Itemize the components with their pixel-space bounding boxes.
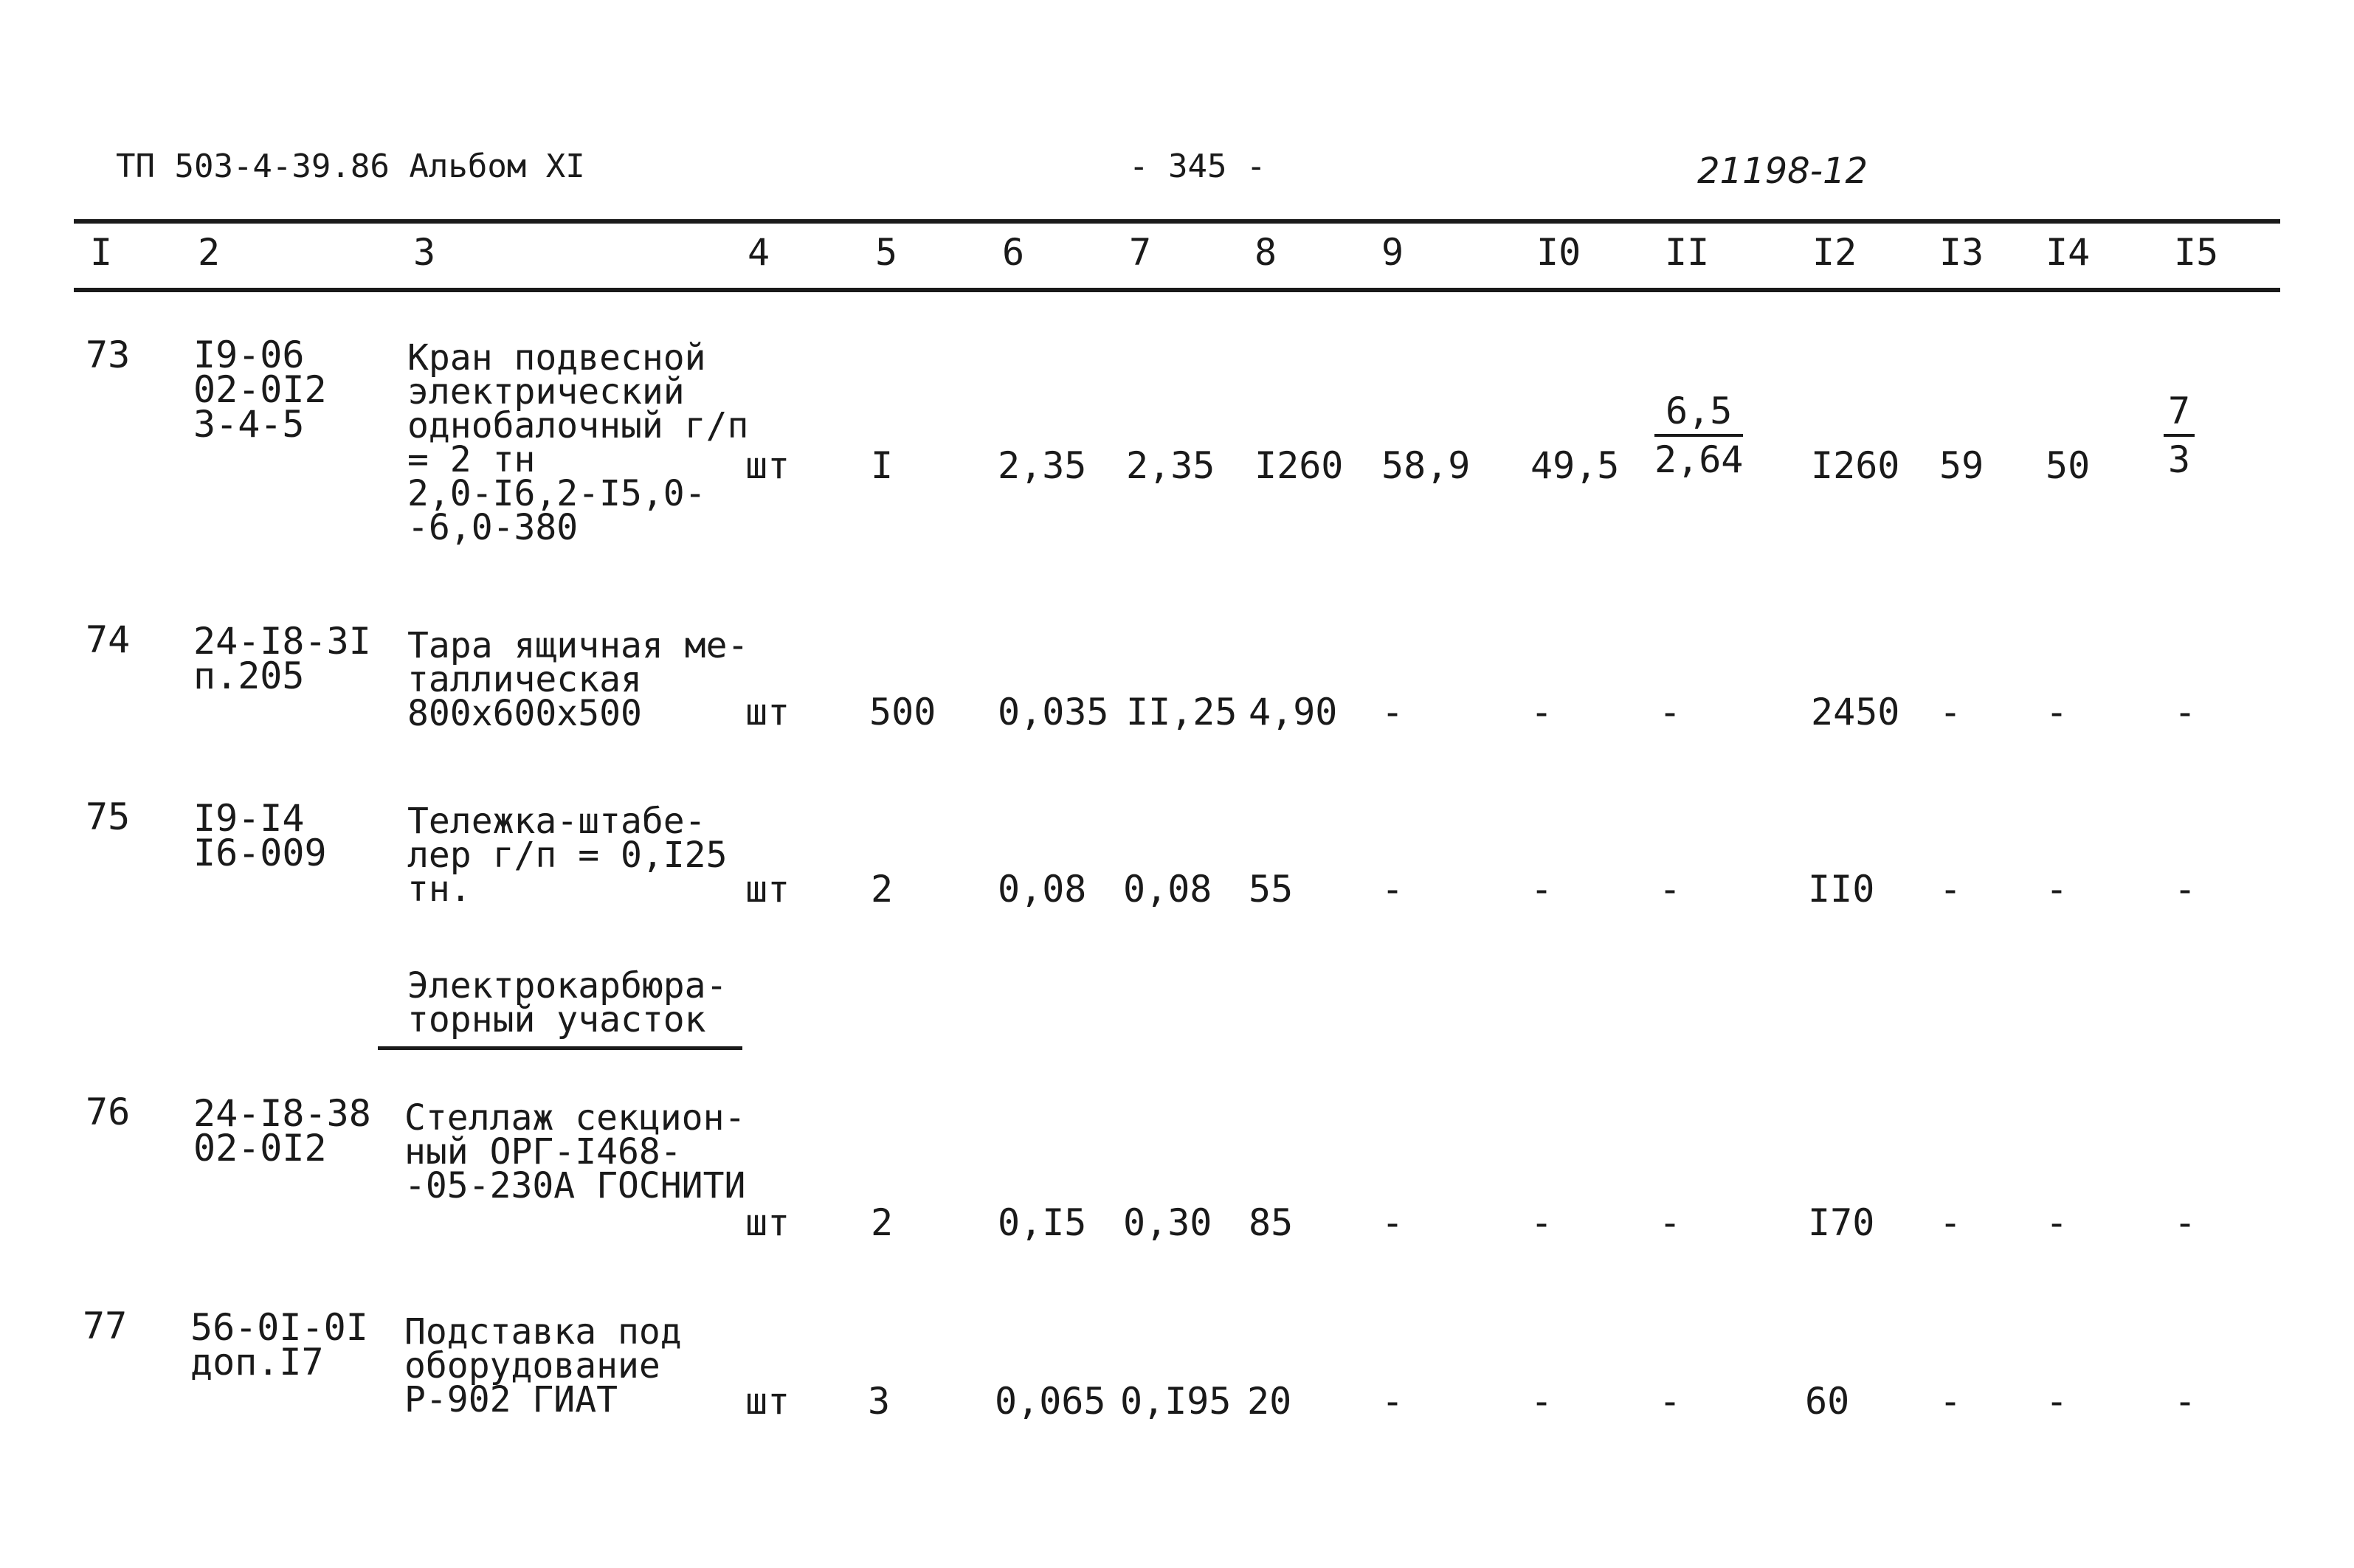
row-number: 77 xyxy=(83,1305,128,1347)
row-col-6: 0,08 xyxy=(998,868,1087,911)
row-col-10: - xyxy=(1530,1380,1553,1423)
column-header-13: I3 xyxy=(1939,231,1984,274)
column-header-3: 3 xyxy=(413,231,436,274)
row-unit: шт xyxy=(745,691,790,733)
row-number: 73 xyxy=(86,334,131,376)
row-col-9: - xyxy=(1381,868,1404,911)
column-header-4: 4 xyxy=(748,231,770,274)
row-item-name: Подставка под оборудование Р-902 ГИАТ xyxy=(404,1311,682,1420)
row-code: 24-I8-3I п.205 xyxy=(193,620,371,697)
row-col-11: - xyxy=(1659,1380,1682,1423)
row-col-9: 58,9 xyxy=(1381,444,1471,487)
row-col-13: - xyxy=(1939,1201,1962,1244)
row-col-11: - xyxy=(1659,691,1682,733)
column-header-6: 6 xyxy=(1002,231,1025,274)
row-item-name: Тара ящичная ме- таллическая 800х600х500 xyxy=(407,625,749,734)
row-item-name: Кран подвесной электрический однобалочный г/п = 2 тн 2,0-I6,2-I5,0- -6,0-380 xyxy=(407,337,749,548)
row-col-11-fraction xyxy=(1654,390,1743,481)
section-heading: Электрокарбюра- торный участок xyxy=(407,965,728,1040)
row-col-8: 20 xyxy=(1247,1380,1292,1423)
document-code: ТП 503-4-39.86 Альбом XI xyxy=(116,148,585,185)
row-quantity: 2 xyxy=(871,868,894,911)
row-quantity: 500 xyxy=(869,691,936,733)
row-col-10: - xyxy=(1530,868,1553,911)
fraction-numerator: 6,5 xyxy=(1654,390,1743,437)
page-number: - 345 - xyxy=(1129,148,1266,185)
row-code: 56-0I-0I доп.I7 xyxy=(190,1306,368,1384)
row-col-12: II0 xyxy=(1808,868,1875,911)
row-code: I9-I4 I6-009 xyxy=(193,797,327,874)
row-col-6: 2,35 xyxy=(998,444,1087,487)
row-col-8: 55 xyxy=(1249,868,1294,911)
row-col-15: - xyxy=(2174,691,2197,733)
row-col-14: - xyxy=(2046,868,2068,911)
row-col-13: - xyxy=(1939,1380,1962,1423)
row-unit: шт xyxy=(745,1201,790,1244)
fraction-numerator: 7 xyxy=(2164,390,2195,437)
row-col-6: 0,I5 xyxy=(998,1201,1087,1244)
row-col-14: - xyxy=(2046,1201,2068,1244)
row-col-8: I260 xyxy=(1254,444,1344,487)
row-col-8: 4,90 xyxy=(1249,691,1338,733)
column-header-7: 7 xyxy=(1129,231,1152,274)
section-heading-underline xyxy=(378,1046,742,1050)
row-col-7: 0,I95 xyxy=(1120,1380,1232,1423)
row-col-11: - xyxy=(1659,868,1682,911)
row-col-7: II,25 xyxy=(1126,691,1238,733)
column-header-5: 5 xyxy=(875,231,898,274)
row-col-10: 49,5 xyxy=(1530,444,1620,487)
row-unit: шт xyxy=(745,444,790,487)
row-col-7: 0,08 xyxy=(1123,868,1212,911)
column-header-9: 9 xyxy=(1381,231,1404,274)
column-header-8: 8 xyxy=(1254,231,1277,274)
row-unit: шт xyxy=(745,868,790,911)
row-col-14: 50 xyxy=(2046,444,2091,487)
row-quantity: 3 xyxy=(868,1380,891,1423)
column-header-1: I xyxy=(90,231,113,274)
row-col-12: I260 xyxy=(1811,444,1900,487)
row-col-14: - xyxy=(2046,1380,2068,1423)
column-header-14: I4 xyxy=(2046,231,2091,274)
row-quantity: 2 xyxy=(871,1201,894,1244)
column-header-11: II xyxy=(1665,231,1710,274)
row-quantity: I xyxy=(871,444,894,487)
row-col-14: - xyxy=(2046,691,2068,733)
row-col-15: - xyxy=(2174,1201,2197,1244)
row-col-9: - xyxy=(1381,1201,1404,1244)
column-header-10: I0 xyxy=(1536,231,1581,274)
column-header-15: I5 xyxy=(2174,231,2219,274)
row-col-10: - xyxy=(1530,1201,1553,1244)
row-col-11: - xyxy=(1659,1201,1682,1244)
row-code: I9-06 02-0I2 3-4-5 xyxy=(193,334,327,446)
column-header-12: I2 xyxy=(1812,231,1857,274)
row-col-9: - xyxy=(1381,691,1404,733)
row-col-6: 0,035 xyxy=(998,691,1109,733)
row-number: 75 xyxy=(86,795,131,838)
row-col-13: 59 xyxy=(1939,444,1984,487)
table-header-rule xyxy=(74,288,2280,292)
fraction-denominator: 2,64 xyxy=(1654,438,1744,481)
row-col-9: - xyxy=(1381,1380,1404,1423)
row-col-12: 60 xyxy=(1805,1380,1850,1423)
row-number: 76 xyxy=(86,1091,131,1133)
row-col-8: 85 xyxy=(1249,1201,1294,1244)
row-col-15-fraction xyxy=(2164,390,2195,481)
row-col-7: 0,30 xyxy=(1123,1201,1212,1244)
row-col-13: - xyxy=(1939,691,1962,733)
table-top-rule xyxy=(74,219,2280,224)
row-col-15: - xyxy=(2174,1380,2197,1423)
row-col-10: - xyxy=(1530,691,1553,733)
row-col-15: - xyxy=(2174,868,2197,911)
archive-number: 21198-12 xyxy=(1697,151,1868,192)
fraction-denominator: 3 xyxy=(2168,438,2191,481)
row-item-name: Стеллаж секцион- ный ОРГ-I468- -05-230А ГОСНИТИ xyxy=(404,1097,746,1206)
row-unit: шт xyxy=(745,1380,790,1423)
row-col-6: 0,065 xyxy=(995,1380,1106,1423)
row-number: 74 xyxy=(86,618,131,661)
row-col-12: I70 xyxy=(1808,1201,1875,1244)
column-header-2: 2 xyxy=(198,231,221,274)
row-item-name: Тележка-штабе- лер г/п = 0,I25 тн. xyxy=(407,801,728,910)
row-col-12: 2450 xyxy=(1811,691,1900,733)
row-col-7: 2,35 xyxy=(1126,444,1215,487)
row-col-13: - xyxy=(1939,868,1962,911)
row-code: 24-I8-38 02-0I2 xyxy=(193,1092,371,1170)
